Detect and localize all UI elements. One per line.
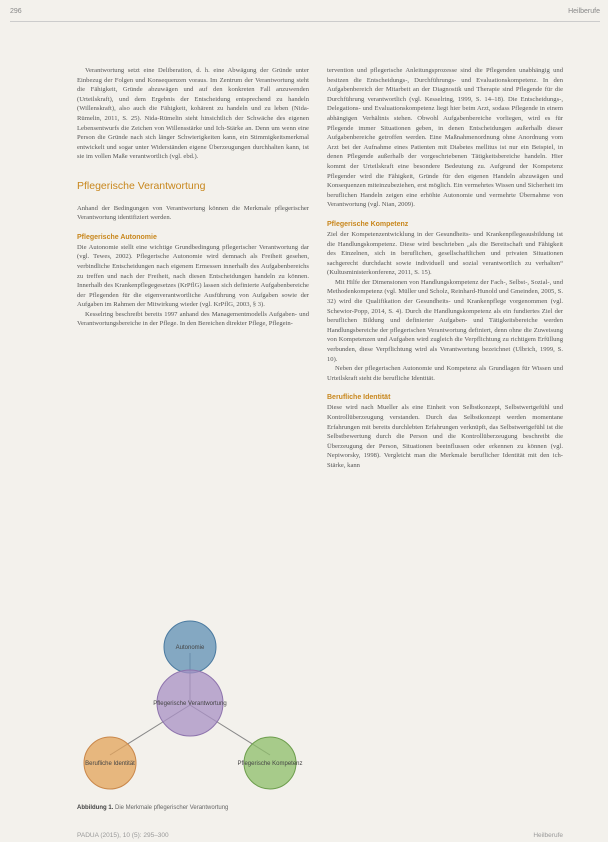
node-verantwortung-label: Pflegerische Verantwortung [153,701,227,707]
subsection-competence-title: Pflegerische Kompetenz [327,220,409,228]
footer-right: Heilberufe [533,832,563,839]
autonomy-paragraph-2: Kesselring beschreibt bereits 1997 anhand des Managementmodells Aufgaben- und Verantwortungsbereiche in der Pflege. In den Bereichen direkter Pflege, Pflegein- [77,310,309,328]
page-number: 296 [10,8,22,15]
identity-paragraph-1: Diese wird nach Mueller als eine Einheit von Selbstkonzept, Selbstwertgefühl und Kontrollüberzeugung verstanden. Durch das Selbstkonzept werden momentane Erfahrungen mit bereits durchlebten Erfahrungen verknüpft, das Selbstwertgefühl ist die Selbstbewertung durch die Person und die Kontrollüberzeugung beschreibt die Überzeugung der Person, Situationen beeinflussen oder erkennen zu können (vgl. Nepiworsky, 1998). Vergleicht man die Merkmale beruflicher Identität mit den ich-Stärke, kann [327,404,563,469]
caption-text: Die Merkmale pflegerischer Verantwortung [115,805,229,811]
running-title: Heilberufe [568,8,600,15]
continuation-paragraph: tervention und pflegerische Anleitungsprozesse sind die Pflegenden unabhängig und besitzen die Entscheidungs-, Durchführungs- und Evaluationskompetenz. In den Aufgabenbereich der Mitarbeit an der Diagnostik und Therapie sind Pflegende für die Durchführung verantwortlich (vgl. Kesselring, 1999, S. 14–18). Die Entscheidungs-, Delegations- und Evaluationskompetenz liegt hier beim Arzt, sodass Pflegende in einem abhängigen Verhältnis stehen. Obwohl Aufgabenbereiche vorliegen, wird es für Pflegende immer Situationen geben, in denen Entscheidungen außerhalb dieser Aufgabenbereiche getroffen werden. Eine Maßnahmenordnung ohne Anordnung vom Arzt bei der Aufnahme eines Patienten mit Diabetes mellitus ist nur ein Beispiel, in denen Pflegende außerhalb der vorgeschriebenen Tätigkeitsbereiche handeln. Hier kommt der Urteilskraft eine besondere Bedeutung zu. Aufgrund der Kompetenz Pflegender wird die Fähigkeit, Gründe für den eigenen Handeln abzuwägen und Konsequenzen miteinzubeziehen, erst möglich. Ein vermehrtes Wissen und Sicherheit im beruflichen Handeln zeigen eine erhöhte Autonomie und vermehrte Übernahme von Verantwortung (vgl. Nian, 2009). [327,67,563,209]
node-identitaet-label: Berufliche Identität [85,761,135,767]
section-title: Pflegerische Verantwortung [77,179,206,192]
figure-caption [77,805,309,811]
node-kompetenz-label: Pflegerische Kompetenz [237,761,303,767]
intro-paragraph: Verantwortung setzt eine Deliberation, d. h. eine Abwägung der Gründe unter Einbezug der Folgen und Konsequenzen voraus. Im Zentrum der Verantwortung steht die Fähigkeit, Gründe abzuwägen und auf den konkreten Fall anzuwenden (Urteilskraft), und dem Ergebnis der Entscheidung entsprechend zu handeln (Willenskraft), also auch die Fähigkeit, kohärent zu handeln und zu leben (Nida-Rümelin, 2011, S. 25). Nida-Rümelin sieht hinsichtlich der Schwäche des eigenen Lebensentwurfs die Zeichen von Willensstärke und Ich-Stärke an. Denn um wenn eine Person die Gründe nach sich länger Schwierigkeiten kann, ein Stimmigkeitsmerkmal entwickelt und sogar unter Widerständen eigene Überzeugungen durchhalten kann, ist sie im vollen Maße verantwortlich (vgl. ebd.). [77,67,309,161]
left-column [77,66,309,329]
autonomy-paragraph-1: Die Autonomie stellt eine wichtige Grundbedingung pflegerischer Verantwortung dar (vgl. Tewes, 2002). Pflegerische Autonomie wird demnach als Freiheit gesehen, verbindliche Entscheidungen nach eigenem Ermessen innerhalb des Aufgabenbereichs zu treffen und nach der Freiheit, nach diesen Entscheidungen handeln zu können. Innerhalb des Krankenpflegegesetzes (KrPflG) lassen sich definierte Aufgabenbereiche der Pflegenden für die eigenverantwortliche Ausführung von Aufgaben sowie der Aufgaben im Rahmen der Mitwirkung wieder (vgl. KrPflG, 2003, § 3). [77,243,309,309]
node-autonomie-label: Autonomie [175,645,205,651]
header-rule [10,21,600,22]
verantwortung-diagram [70,605,310,805]
right-column [327,66,563,471]
section-intro: Anhand der Bedingungen von Verantwortung können die Merkmale pflegerischer Verantwortung identifiziert werden. [77,204,309,222]
footer-left: PADUA (2015), 10 (5): 295–300 [77,832,169,839]
page-header [10,8,600,20]
caption-label: Abbildung 1. [77,805,114,811]
competence-paragraph-3: Neben der pflegerischen Autonomie und Kompetenz als Grundlagen für Wissen und Urteilskraft steht die berufliche Identität. [327,365,563,382]
competence-paragraph-1: Ziel der Kompetenzentwicklung in der Gesundheits- und Krankenpflegeausbildung ist die Handlungskompetenz. Diese wird beschrieben „als die Bereitschaft und Fähigkeit des Einzelnen, sich in beruflichen, gesellschaftlichen und privaten Situationen sachgerecht durchdacht sowie individuell und sozial verantwortlich zu verhalten“ (Kultusministerkonferenz, 2011, S. 15). [327,230,563,277]
subsection-identity-title: Berufliche Identität [327,394,391,402]
competence-paragraph-2: Mit Hilfe der Dimensionen von Handlungskompetenz der Fach-, Selbst-, Sozial-, und Methodenkompetenz (vgl. Müller und Scholz, Reinhard-Hunold und Gmeinden, 2005, S. 32) wird die Qualifikation der Gesundheits- und Krankenpflege vorgenommen (vgl. Schewior-Popp, 2014, S. 4). Durch die Handlungskompetenz als ein fundiertes Ziel der beruflichen Bildung und definierter Aufgaben- und Tätigkeitsbereiche werden Handlungsbereiche der pflegerischen Verantwortung definiert, denn ohne die Zuweisung von Kompetenzen und Aufgaben wird zugleich die Verpflichtung zu richtigem Erfüllung verbunden, diese Verpflichtung wird als Verantwortung bezeichnet (Ulbrich, 1999, S. 10). [327,278,563,363]
subsection-autonomy-title: Pflegerische Autonomie [77,233,157,241]
